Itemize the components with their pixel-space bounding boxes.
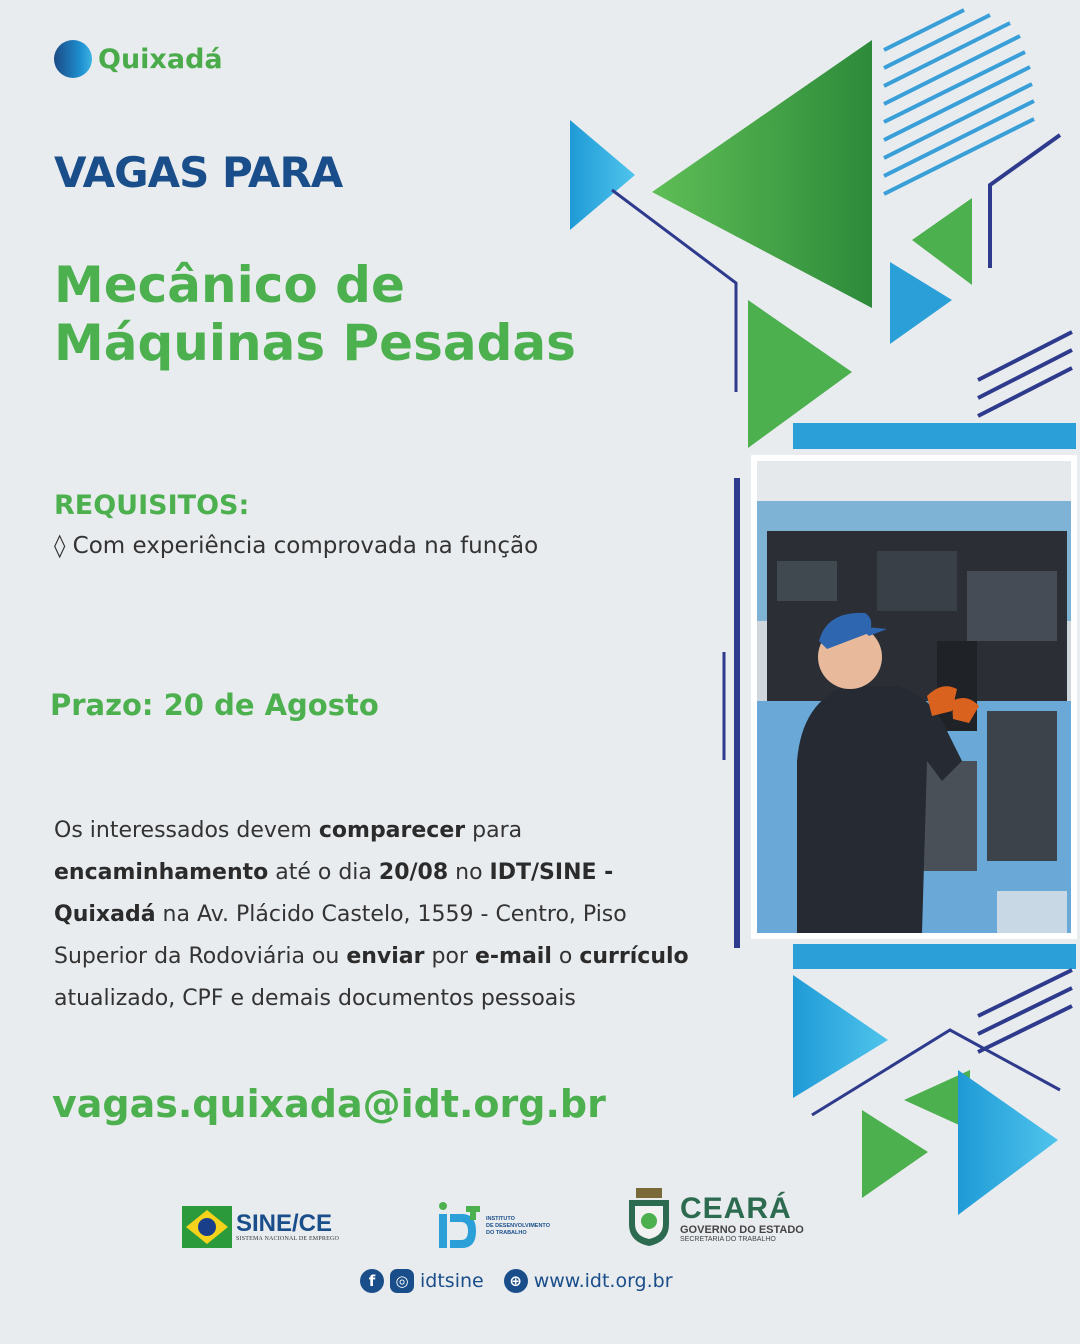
job-title (54, 256, 576, 372)
sine-logo (182, 1204, 339, 1250)
mechanic-photo (751, 455, 1077, 939)
idt-logo-icon (436, 1200, 482, 1252)
city-label (54, 40, 223, 78)
instagram-icon[interactable]: ◎ (390, 1269, 414, 1293)
globe-icon: ⊕ (504, 1269, 528, 1293)
ceara-government: GOVERNO DO ESTADO (680, 1223, 804, 1236)
contact-email-link[interactable]: vagas.quixada@idt.org.br (52, 1082, 606, 1126)
deadline: Prazo: 20 de Agosto (50, 688, 379, 722)
ceara-coat-of-arms-icon (626, 1188, 672, 1248)
sine-name: SINE/CE (236, 1210, 333, 1237)
ceara-name: CEARÁ (680, 1191, 792, 1225)
sine-subtitle: SISTEMA NACIONAL DE EMPREGO (236, 1236, 340, 1242)
headline-prefix: VAGAS PARA (54, 148, 343, 197)
facebook-icon[interactable]: f (360, 1269, 384, 1293)
requirement-item: ◊ Com experiência comprovada na função (54, 533, 539, 559)
brazil-flag-icon (182, 1204, 232, 1250)
social-handle[interactable]: idtsine (420, 1270, 484, 1292)
requirements-heading: REQUISITOS: (54, 490, 250, 521)
city-dot-icon (54, 40, 92, 78)
ceara-logo (626, 1188, 804, 1248)
idt-line-3: DO TRABALHO (486, 1229, 527, 1236)
job-title-line-1: Mecânico de (54, 256, 405, 314)
ceara-secretariat: SECRETARIA DO TRABALHO (680, 1235, 776, 1243)
idt-line-1: INSTITUTO (486, 1215, 515, 1222)
instructions-text: Os interessados devem comparecer para encaminhamento até o dia 20/08 no IDT/SINE - Quixadá na Av. Plácido Castelo, 1559 - Centro, Piso Superior da Rodoviária ou enviar por e-mail o currículo atualizado, CPF e demais documentos pessoais (54, 818, 689, 1011)
job-title-line-2: Máquinas Pesadas (54, 314, 576, 372)
idt-line-2: DE DESENVOLVIMENTO (486, 1222, 550, 1229)
city-name: Quixadá (98, 43, 223, 75)
website-link[interactable]: www.idt.org.br (533, 1270, 673, 1292)
social-footer (360, 1269, 673, 1293)
idt-logo (436, 1200, 550, 1252)
